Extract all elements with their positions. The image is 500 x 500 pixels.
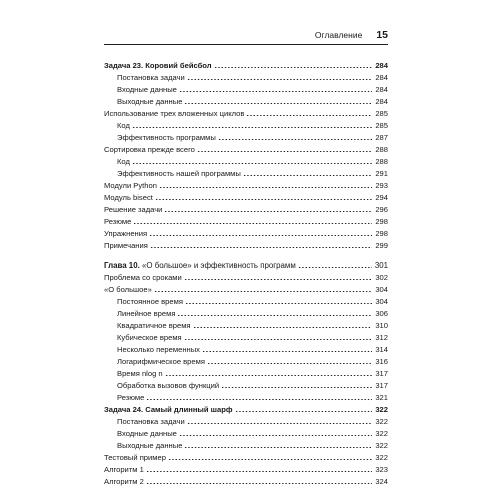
toc-page-number: 296 [375, 205, 388, 214]
toc-entry-title: Модуль bisect [104, 193, 153, 202]
toc-entry[interactable] [104, 82, 388, 94]
toc-entry-title: Резюме [117, 393, 145, 402]
toc-page-number: 285 [375, 121, 388, 130]
toc-page-number: 321 [375, 393, 388, 402]
toc-entry-title: Примечания [104, 241, 148, 250]
toc-entry[interactable] [104, 390, 388, 402]
toc-page-number: 301 [374, 261, 388, 270]
toc-page-number: 284 [375, 85, 388, 94]
toc-entry-title: Постановка задачи [117, 73, 185, 82]
toc-entry[interactable] [104, 342, 388, 354]
toc-entry-title: Модули Python [104, 181, 157, 190]
toc-entry-title: Эффективность программы [117, 133, 216, 142]
toc-entry-title: Кубическое время [117, 333, 182, 342]
toc-entry[interactable] [104, 306, 388, 318]
dot-leader [184, 339, 372, 340]
toc-entry[interactable] [104, 426, 388, 438]
dot-leader [146, 399, 372, 400]
toc-page-number: 284 [375, 97, 388, 106]
toc-page-number: 322 [375, 417, 388, 426]
header-rule [104, 44, 388, 45]
dot-leader [132, 127, 372, 128]
toc-page-number: 299 [375, 241, 388, 250]
toc-entry-title: Проблема со сроками [104, 273, 182, 282]
running-head-page-number: 15 [376, 29, 388, 41]
dot-leader [132, 163, 372, 164]
toc-page-number: 302 [375, 273, 388, 282]
toc-entry-title: Постановка задачи [117, 417, 185, 426]
toc-entry[interactable] [104, 474, 388, 486]
toc-page-number: 284 [375, 61, 388, 70]
dot-leader [177, 315, 372, 316]
toc-entry[interactable] [104, 130, 388, 142]
toc-entry[interactable] [104, 354, 388, 366]
toc-entry[interactable] [104, 118, 388, 130]
toc-page-number: 310 [375, 321, 388, 330]
toc-entry-title: Входные данные [117, 85, 177, 94]
dot-leader [197, 151, 372, 152]
toc-page-number: 324 [375, 477, 388, 486]
toc-entry-title: Задача 23. Коровий бейсбол [104, 61, 212, 70]
toc-entry[interactable] [104, 70, 388, 82]
dot-leader [214, 67, 372, 68]
toc-entry[interactable] [104, 414, 388, 426]
toc-page-number: 285 [375, 109, 388, 118]
toc-entry[interactable] [104, 202, 388, 214]
toc-entry-title: Упражнения [104, 229, 148, 238]
dot-leader [207, 363, 372, 364]
toc-page-number: 288 [375, 145, 388, 154]
toc-entry[interactable] [104, 366, 388, 378]
dot-leader [246, 115, 372, 116]
toc-entry-title: Входные данные [117, 429, 177, 438]
page-header [104, 28, 388, 42]
toc-page-number: 322 [375, 405, 388, 414]
toc-entry-title: Эффективность нашей программы [117, 169, 241, 178]
toc-page-number: 312 [375, 333, 388, 342]
toc-entry-title [104, 261, 298, 270]
toc-entry[interactable] [104, 142, 388, 154]
toc-entry[interactable] [104, 270, 388, 282]
toc-entry[interactable] [104, 214, 388, 226]
toc-page-number: 322 [375, 453, 388, 462]
toc-entry-title: Алгоритм 2 [104, 477, 144, 486]
dot-leader [243, 175, 372, 176]
toc-page-number: 317 [375, 369, 388, 378]
toc-entry-title: Решение задачи [104, 205, 163, 214]
toc-page-number: 293 [375, 181, 388, 190]
toc-entry[interactable] [104, 58, 388, 70]
toc-entry-title: Использование трех вложенных циклов [104, 109, 245, 118]
dot-leader [159, 187, 372, 188]
toc-entry-title: Квадратичное время [117, 321, 191, 330]
dot-leader [133, 223, 372, 224]
dot-leader [165, 375, 372, 376]
toc-page-number: 323 [375, 465, 388, 474]
toc-entry-title: Код [117, 121, 130, 130]
chapter-label: Глава 10. [104, 261, 140, 270]
toc-entry[interactable] [104, 178, 388, 190]
toc-entry-title: Линейное время [117, 309, 176, 318]
dot-leader [149, 235, 372, 236]
toc-entry[interactable] [104, 378, 388, 390]
toc-entry[interactable] [104, 462, 388, 474]
toc-entry-title: Время nlog n [117, 369, 163, 378]
toc-entry-title: Обработка вызовов функций [117, 381, 220, 390]
toc-entry-title: Постоянное время [117, 297, 183, 306]
table-of-contents [104, 58, 388, 486]
toc-entry-title: Алгоритм 1 [104, 465, 144, 474]
dot-leader [187, 423, 372, 424]
toc-page-number: 317 [375, 381, 388, 390]
toc-entry-title: Код [117, 157, 130, 166]
toc-page-number: 322 [375, 429, 388, 438]
toc-entry-title: Сортировка прежде всего [104, 145, 195, 154]
toc-entry-title: Выходные данные [117, 97, 183, 106]
toc-page-number: 288 [375, 157, 388, 166]
toc-entry[interactable] [104, 166, 388, 178]
toc-entry[interactable] [104, 402, 388, 414]
toc-entry-title: Тестовый пример [104, 453, 166, 462]
dot-leader [235, 411, 372, 412]
toc-entry[interactable] [104, 330, 388, 342]
toc-page-number: 304 [375, 285, 388, 294]
dot-leader [164, 211, 372, 212]
toc-page-number: 314 [375, 345, 388, 354]
dot-leader [187, 79, 372, 80]
dot-leader [154, 291, 372, 292]
toc-entry[interactable] [104, 154, 388, 166]
toc-entry[interactable] [104, 282, 388, 294]
toc-page-number: 291 [375, 169, 388, 178]
dot-leader [179, 435, 372, 436]
toc-entry[interactable] [104, 450, 388, 462]
toc-entry-title: Выходные данные [117, 441, 183, 450]
toc-entry-title: Резюме [104, 217, 132, 226]
dot-leader [221, 387, 372, 388]
toc-entry-title: «О большое» [104, 285, 152, 294]
toc-entry[interactable] [104, 94, 388, 106]
toc-entry[interactable] [104, 226, 388, 238]
toc-entry[interactable] [104, 190, 388, 202]
toc-page-number: 294 [375, 193, 388, 202]
toc-entry[interactable] [104, 438, 388, 450]
dot-leader [168, 459, 372, 460]
dot-leader [146, 483, 372, 484]
toc-entry[interactable] [104, 238, 388, 250]
dot-leader [202, 351, 372, 352]
dot-leader [146, 471, 372, 472]
toc-page-number: 306 [375, 309, 388, 318]
toc-entry[interactable] [104, 106, 388, 118]
dot-leader [179, 91, 372, 92]
toc-page-number: 298 [375, 229, 388, 238]
toc-entry-title: Несколько переменных [117, 345, 200, 354]
toc-page-number: 316 [375, 357, 388, 366]
toc-entry-title: Логарифмическое время [117, 357, 205, 366]
toc-page-number: 298 [375, 217, 388, 226]
toc-page-number: 322 [375, 441, 388, 450]
dot-leader [184, 103, 372, 104]
dot-leader [193, 327, 372, 328]
toc-page-number: 287 [375, 133, 388, 142]
toc-entry-title: Задача 24. Самый длинный шарф [104, 405, 233, 414]
dot-leader [155, 199, 372, 200]
toc-page-number: 284 [375, 73, 388, 82]
toc-chapter-entry[interactable] [104, 258, 388, 270]
dot-leader [184, 447, 372, 448]
toc-entry[interactable] [104, 294, 388, 306]
running-head-title: Оглавление [314, 30, 363, 40]
chapter-title: «О большое» и эффективность программ [139, 261, 296, 270]
dot-leader [185, 303, 372, 304]
dot-leader [298, 267, 372, 268]
dot-leader [150, 247, 372, 248]
toc-entry[interactable] [104, 318, 388, 330]
toc-page-number: 304 [375, 297, 388, 306]
dot-leader [184, 279, 372, 280]
dot-leader [218, 139, 372, 140]
